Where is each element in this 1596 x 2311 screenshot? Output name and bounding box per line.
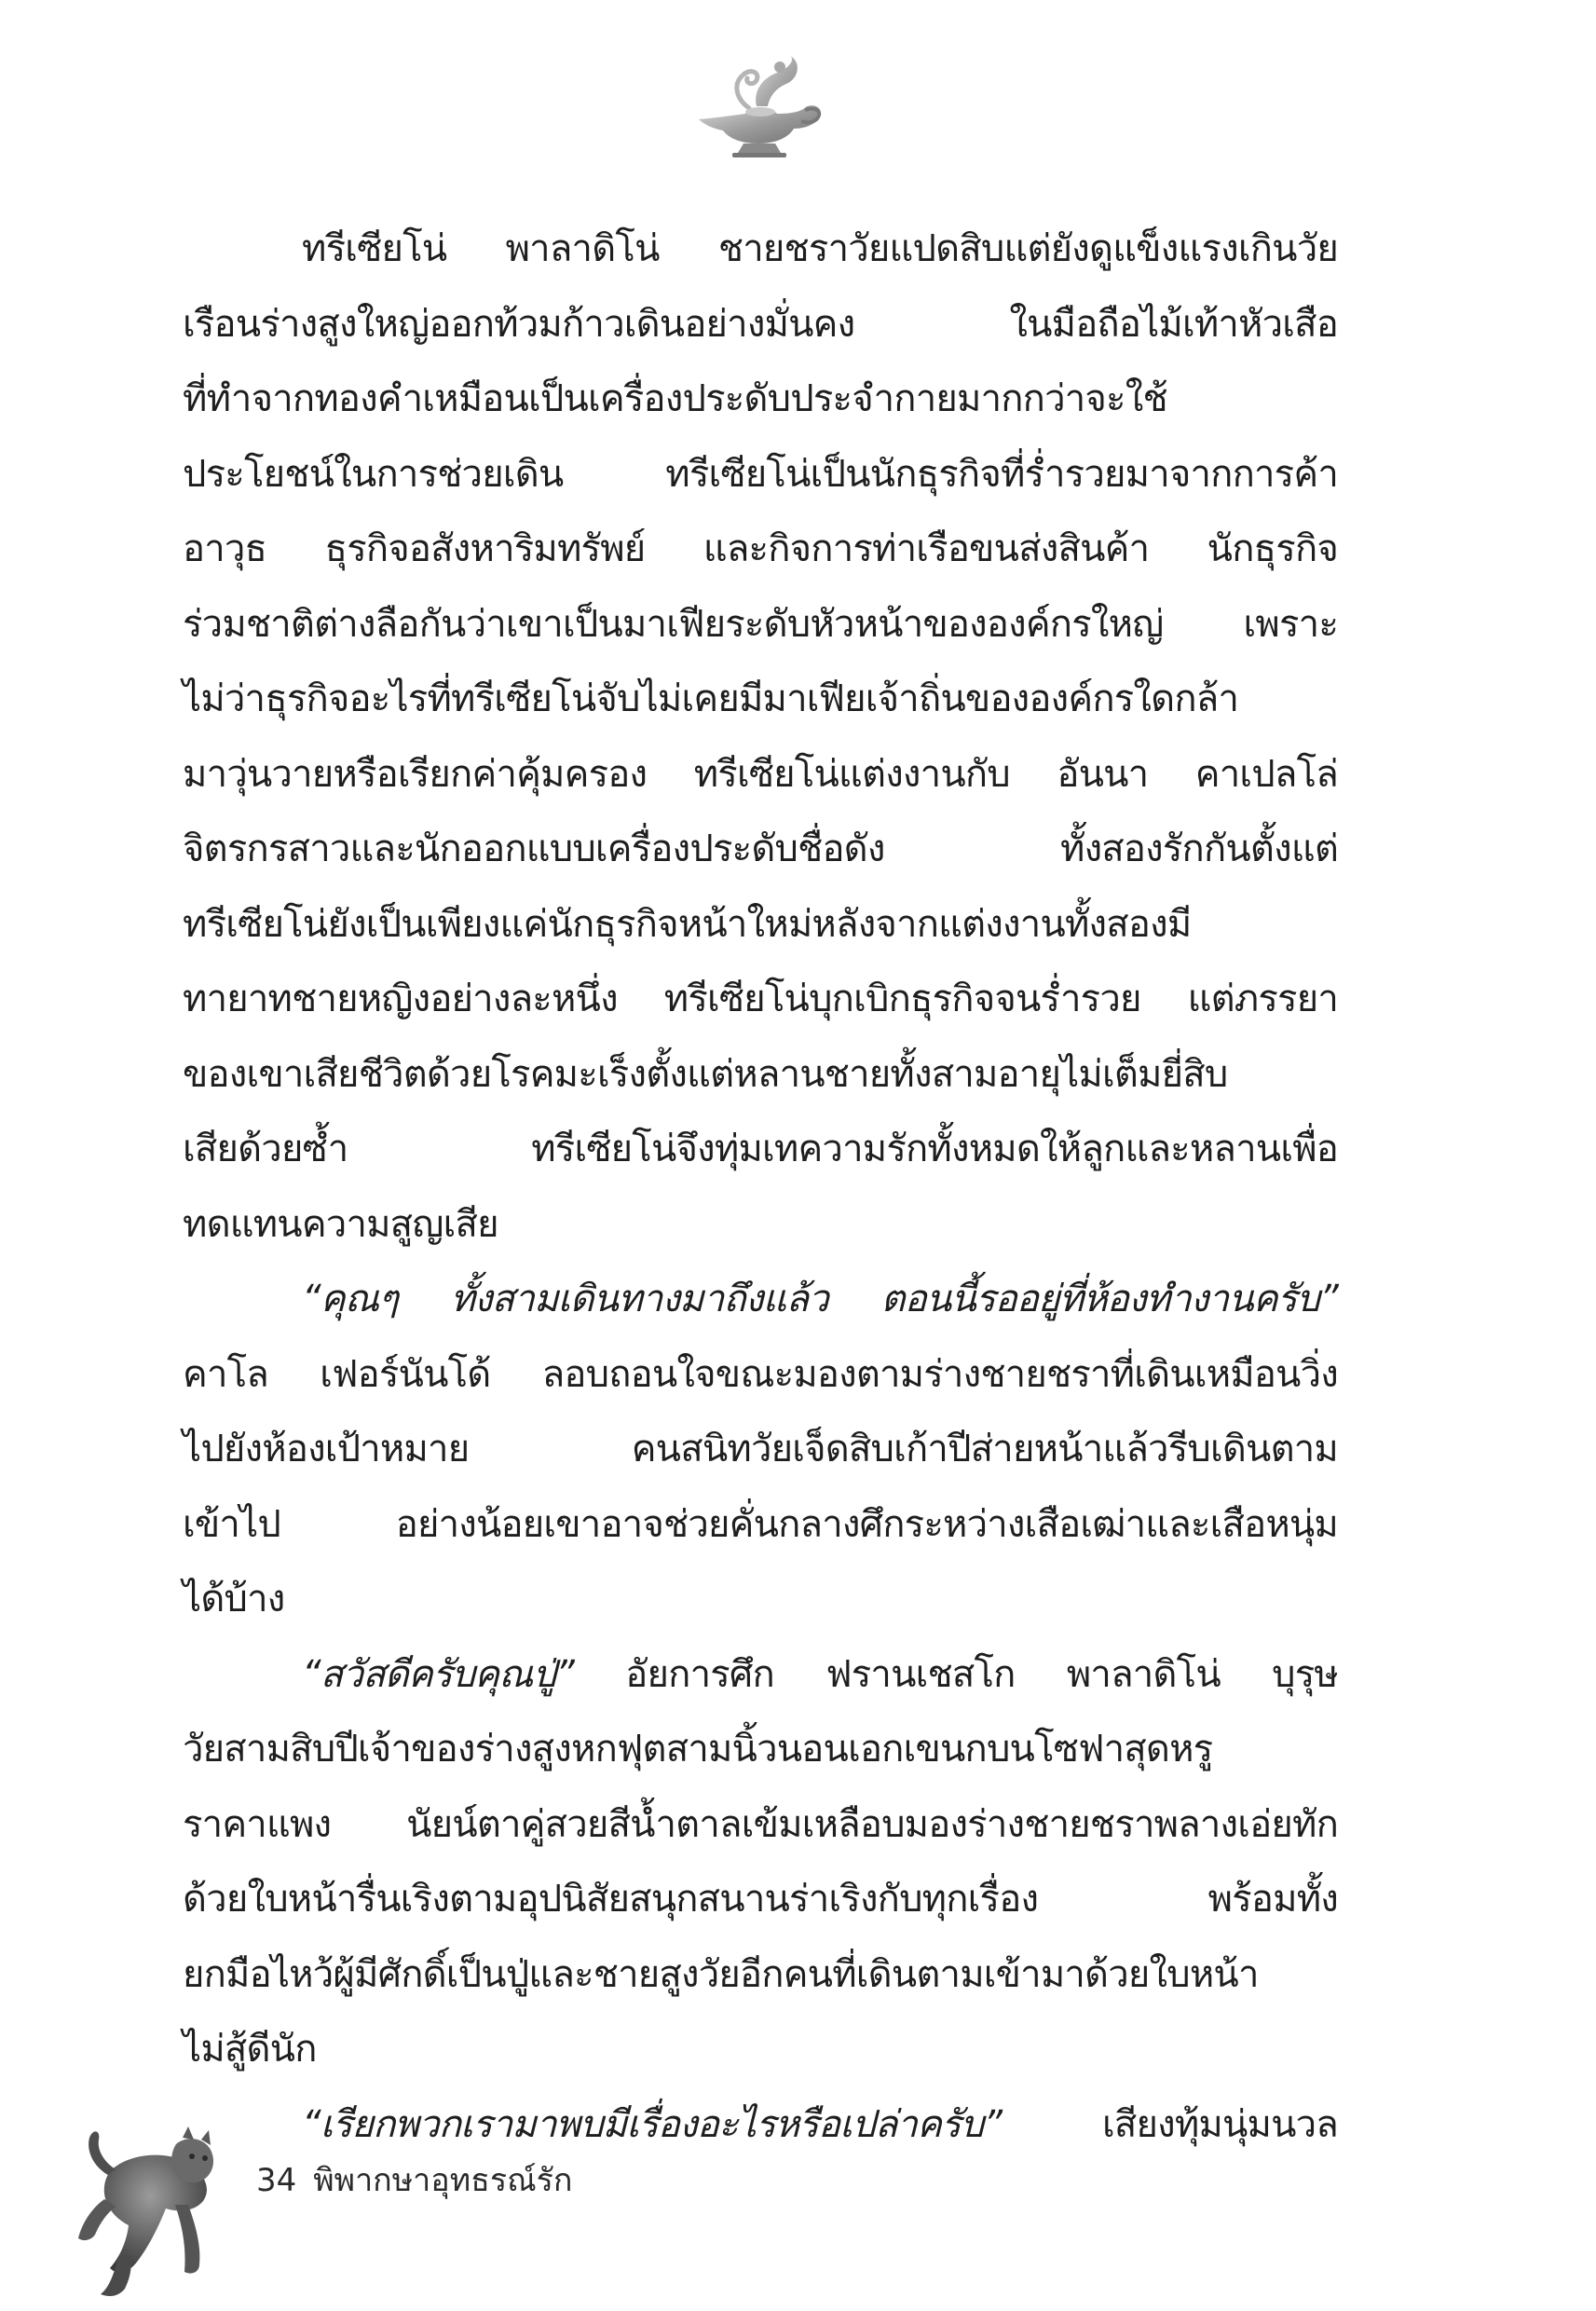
text-line: ไปยังห้องเป้าหมาย คนสนิทวัยเจ็ดสิบเก้าปีส่ายหน้าแล้วรีบเดินตาม xyxy=(183,1428,1338,1470)
text-line: ยกมือไหว้ผู้มีศักดิ์เป็นปู่และชายสูงวัยอีกคนที่เดินตามเข้ามาด้วยใบหน้า xyxy=(183,1952,1259,1996)
text-line: มาวุ่นวายหรือเรียกค่าคุ้มครอง ทรีเซียโน่แต่งงานกับ อันนา คาเปลโล่ xyxy=(183,752,1338,796)
text-line: ได้บ้าง xyxy=(183,1578,285,1620)
page-footer xyxy=(256,2162,573,2199)
text-line: จิตรกรสาวและนักออกแบบเครื่องประดับชื่อดัง ทั้งสองรักกันตั้งแต่ xyxy=(183,827,1338,870)
text-line: เสียด้วยซ้ำ ทรีเซียโน่จึงทุ่มเทความรักทั้งหมดให้ลูกและหลานเพื่อ xyxy=(183,1128,1338,1170)
text-line: ทรีเซียโน่ยังเป็นเพียงแค่นักธุรกิจหน้าใหม่หลังจากแต่งงานทั้งสองมี xyxy=(183,902,1192,946)
text-line: ประโยชน์ในการช่วยเดิน ทรีเซียโน่เป็นนักธุรกิจที่ร่ำรวยมาจากการค้า xyxy=(183,452,1338,496)
dialogue-quote: “คุณๆ ทั้งสามเดินทางมาถึงแล้ว ตอนนี้รออยู่ที่ห้องทำงานครับ” xyxy=(302,1278,1338,1320)
text-line: ที่ทำจากทองคำเหมือนเป็นเครื่องประดับประจำกายมากกว่าจะใช้ xyxy=(183,377,1167,420)
text-line: ทรีเซียโน่ พาลาดิโน่ ชายชราวัยแปดสิบแต่ยังดูแข็งแรงเกินวัย xyxy=(302,227,1338,270)
dialogue-narration: อัยการศึก ฟรานเชสโก พาลาดิโน่ บุรุษ xyxy=(574,1652,1338,1696)
text-line: คาโล เฟอร์นันโด้ ลอบถอนใจขณะมองตามร่างชายชราที่เดินเหมือนวิ่ง xyxy=(183,1352,1338,1396)
book-title: พิพากษาอุทธรณ์รัก xyxy=(313,2162,573,2199)
text-line: ร่วมชาติต่างลือกันว่าเขาเป็นมาเฟียระดับหัวหน้าขององค์กรใหญ่ เพราะ xyxy=(183,602,1338,646)
body-text xyxy=(183,212,1338,2162)
page-number: 34 xyxy=(256,2162,297,2199)
text-line: ทดแทนความสูญเสีย xyxy=(183,1202,498,1246)
dialogue-line xyxy=(183,1637,1338,1713)
text-line: ของเขาเสียชีวิตด้วยโรคมะเร็งตั้งแต่หลานชายทั้งสามอายุไม่เต็มยี่สิบ xyxy=(183,1052,1228,1096)
text-line: อาวุธ ธุรกิจอสังหาริมทรัพย์ และกิจการท่าเรือขนส่งสินค้า นักธุรกิจ xyxy=(183,527,1338,570)
text-line: ราคาแพง นัยน์ตาคู่สวยสีน้ำตาลเข้มเหลือบมองร่างชายชราพลางเอ่ยทัก xyxy=(183,1802,1338,1846)
dialogue-narration: เสียงทุ้มนุ่มนวล xyxy=(1002,2102,1338,2146)
text-line: ไม่สู้ดีนัก xyxy=(183,2028,317,2071)
genie-lamp-icon xyxy=(691,54,827,158)
dialogue-line xyxy=(183,1262,1338,1337)
dialogue-quote: “สวัสดีครับคุณปู่” xyxy=(302,1652,575,1696)
dialogue-quote: “เรียกพวกเรามาพบมีเรื่องอะไรหรือเปล่าครับ” xyxy=(302,2102,1003,2146)
text-line: ไม่ว่าธุรกิจอะไรที่ทรีเซียโน่จับไม่เคยมีมาเฟียเจ้าถิ่นขององค์กรใดกล้า xyxy=(183,677,1239,720)
dialogue-line xyxy=(183,2087,1338,2163)
text-line: เข้าไป อย่างน้อยเขาอาจช่วยคั่นกลางศึกระหว่างเสือเฒ่าและเสือหนุ่ม xyxy=(183,1502,1338,1546)
text-line: เรือนร่างสูงใหญ่ออกท้วมก้าวเดินอย่างมั่นคง ในมือถือไม้เท้าหัวเสือ xyxy=(183,302,1338,346)
text-line: ด้วยใบหน้ารื่นเริงตามอุปนิสัยสนุกสนานร่าเริงกับทุกเรื่อง พร้อมทั้ง xyxy=(183,1878,1338,1921)
text-line: วัยสามสิบปีเจ้าของร่างสูงหกฟุตสามนิ้วนอนเอกเขนกบนโซฟาสุดหรู xyxy=(183,1728,1213,1771)
panther-illustration xyxy=(73,2115,222,2302)
text-line: ทายาทชายหญิงอย่างละหนึ่ง ทรีเซียโน่บุกเบิกธุรกิจจนร่ำรวย แต่ภรรยา xyxy=(183,978,1338,1020)
